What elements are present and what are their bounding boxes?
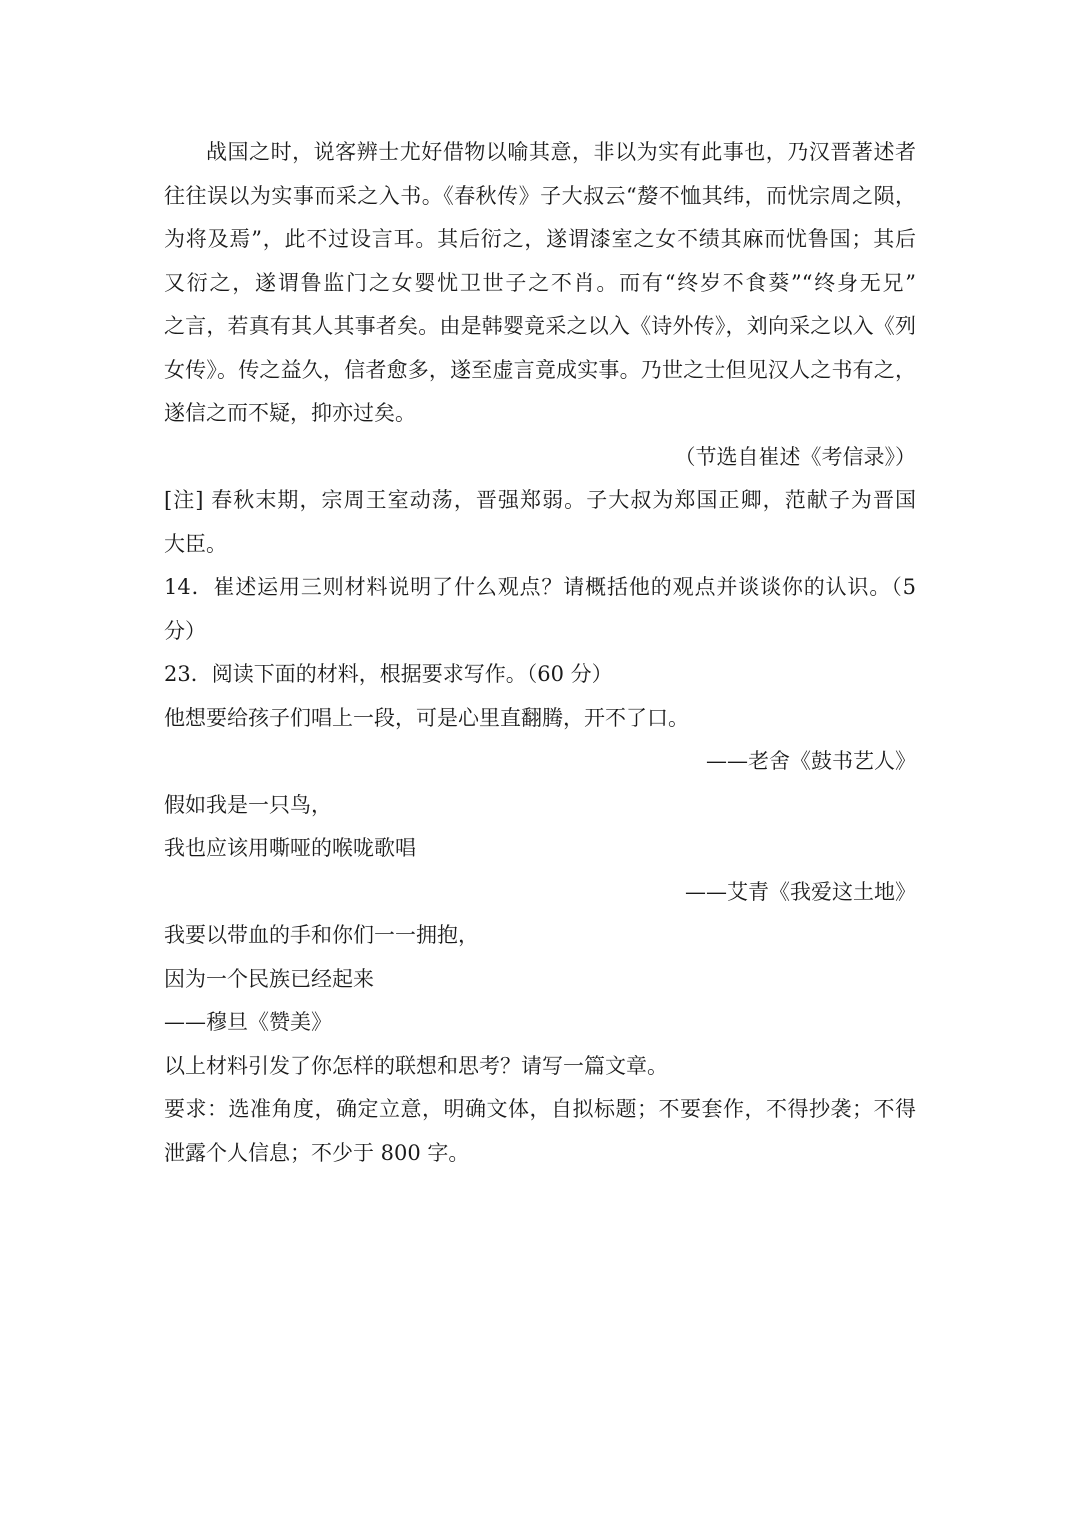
material-3-line: 我要以带血的手和你们一一拥抱，: [164, 923, 479, 947]
passage-line: 战国之时，说客辨士尤好借物以喻其意，非以为实有此事也，乃汉晋著述者: [206, 140, 916, 164]
passage-line: 女传》。传之益久，信者愈多，遂至虚言竟成实事。乃世之士但见汉人之书有之，: [164, 357, 916, 382]
annotation-note: [164, 479, 916, 566]
material-3-line: 因为一个民族已经起来: [164, 966, 374, 991]
material-2-line: 我也应该用嘶哑的喉咙歌唱: [164, 836, 416, 860]
question-23-prompt: 23．阅读下面的材料，根据要求写作。（60 分）: [164, 662, 613, 686]
passage-line: 又衍之，遂谓鲁监门之女婴忧卫世子之不肖。而有“终岁不食葵”“终身无兄”: [164, 270, 916, 295]
document-body: [164, 131, 916, 1175]
material-1-source: ——老舍《鼓书艺人》: [706, 749, 916, 773]
material-2-line: 假如我是一只鸟，: [164, 792, 332, 817]
passage-line: 为将及焉”，此不过设言耳。其后衍之，遂谓漆室之女不绩其麻而忧鲁国；其后: [164, 227, 916, 251]
writing-task: 以上材料引发了你怎样的联想和思考？请写一篇文章。: [164, 1053, 668, 1078]
passage-line: 往往误以为实事而采之入书。《春秋传》子大叔云“嫠不恤其纬，而忧宗周之陨，: [164, 183, 916, 208]
note-line: 大臣。: [164, 531, 227, 556]
passage-line: 遂信之而不疑，抑亦过矣。: [164, 401, 416, 425]
writing-requirements-line: 要求：选准角度，确定立意，明确文体，自拟标题；不要套作，不得抄袭；不得: [164, 1097, 916, 1121]
material-3-source: ——穆旦《赞美》: [164, 1010, 332, 1034]
material-2-source: ——艾青《我爱这土地》: [685, 879, 916, 904]
question-23: [164, 653, 916, 1175]
writing-requirements-line: 泄露个人信息；不少于 800 字。: [164, 1140, 470, 1165]
note-line: [注] 春秋末期，宗周王室动荡，晋强郑弱。子大叔为郑国正卿，范献子为晋国: [164, 488, 916, 512]
question-14-line: 14．崔述运用三则材料说明了什么观点？请概括他的观点并谈谈你的认识。（5: [164, 575, 916, 599]
material-1-text: 他想要给孩子们唱上一段，可是心里直翻腾，开不了口。: [164, 705, 689, 730]
passage-source: （节选自崔述《考信录》）: [674, 444, 916, 469]
question-14-line: 分）: [164, 618, 206, 643]
question-14: [164, 566, 916, 653]
passage-line: 之言，若真有其人其事者矣。由是韩婴竟采之以入《诗外传》，刘向采之以入《列: [164, 314, 916, 338]
classical-passage: [164, 131, 916, 479]
